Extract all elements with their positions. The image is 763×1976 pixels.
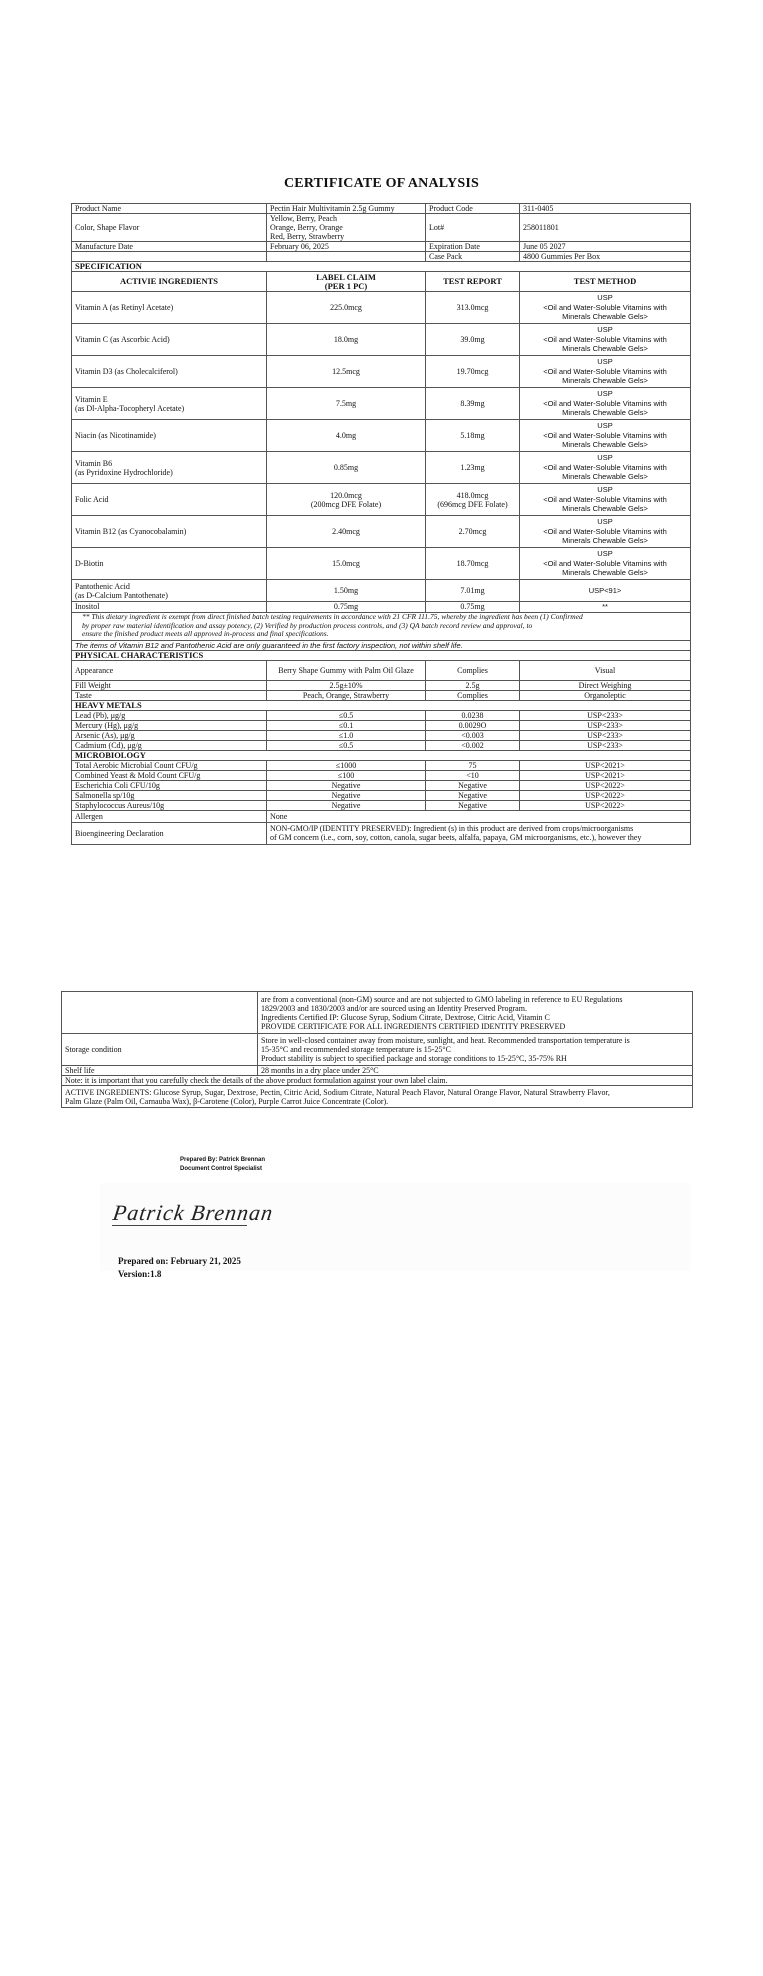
guarantee-note: The items of Vitamin B12 and Pantothenic Acid are only guaranteed in the first factory inspection, not within shelf life. bbox=[72, 640, 691, 650]
table-row bbox=[72, 602, 691, 613]
table-row: Total Aerobic Microbial Count CFU/g ≤1000 75 USP<2021> bbox=[72, 760, 691, 770]
label-claim: 120.0mcg (200mcg DFE Folate) bbox=[267, 484, 426, 516]
appearance-method: Visual bbox=[520, 660, 691, 680]
test-method: ** bbox=[520, 602, 691, 613]
table-row bbox=[72, 388, 691, 420]
prepared-by-block bbox=[180, 1156, 265, 1174]
prepared-on: Prepared on: February 21, 2025 bbox=[118, 1256, 241, 1266]
taste-result: Complies bbox=[426, 690, 520, 700]
table-row bbox=[72, 690, 691, 700]
table-row bbox=[72, 516, 691, 548]
test-report: 18.70mcg bbox=[426, 548, 520, 580]
active-ingredients: ACTIVE INGREDIENTS: Glucose Syrup, Sugar, Dextrose, Pectin, Citric Acid, Sodium Citrate, Natural Peach Flavor, Natural Orange Flavor, Natural Strawberry Flavor, Palm Glaze (Palm Oil, Carnauba Wax), β-Carotene (Color), Purple Carrot Juice Concentrate (Color). bbox=[62, 1086, 693, 1108]
prepared-by: Prepared By: Patrick Brennan bbox=[180, 1157, 266, 1163]
table-row: Mercury (Hg), μg/g ≤0.1 0.0029O USP<233> bbox=[72, 720, 691, 730]
test-method: USP <Oil and Water-Soluble Vitamins with Minerals Chewable Gels> bbox=[520, 324, 691, 356]
col-label-claim: LABEL CLAIM (PER 1 PC) bbox=[267, 272, 426, 292]
fill-method: Direct Weighing bbox=[520, 680, 691, 690]
test-method: USP<91> bbox=[520, 580, 691, 602]
test-report: 313.0mcg bbox=[426, 292, 520, 324]
test-method: USP <Oil and Water-Soluble Vitamins with Minerals Chewable Gels> bbox=[520, 356, 691, 388]
fill-result: 2.5g bbox=[426, 680, 520, 690]
test-report: 7.01mg bbox=[426, 580, 520, 602]
taste-label: Taste bbox=[72, 690, 267, 700]
prepared-role: Document Control Specialist bbox=[180, 1166, 263, 1172]
ingredient-name: Vitamin D3 (as Cholecalciferol) bbox=[72, 356, 267, 388]
allergen-value: None bbox=[267, 810, 691, 822]
table-row bbox=[72, 292, 691, 324]
table-row: Salmonella sp/10g Negative Negative USP<2022> bbox=[72, 790, 691, 800]
mfg-label: Manufacture Date bbox=[72, 242, 267, 252]
ingredient-name: Inositol bbox=[72, 602, 267, 613]
taste-spec: Peach, Orange, Strawberry bbox=[267, 690, 426, 700]
page-title: CERTIFICATE OF ANALYSIS bbox=[284, 176, 479, 191]
prepared-on-block bbox=[118, 1255, 241, 1281]
label-claim: 7.5mg bbox=[267, 388, 426, 420]
allergen-label: Allergen bbox=[72, 810, 267, 822]
appearance-result: Complies bbox=[426, 660, 520, 680]
table-row bbox=[72, 680, 691, 690]
mfg-value: February 06, 2025 bbox=[267, 242, 426, 252]
product-name: Pectin Hair Multivitamin 2.5g Gummy bbox=[267, 204, 426, 214]
test-report: 5.18mg bbox=[426, 420, 520, 452]
continuation-table bbox=[61, 991, 693, 1108]
product-name-label: Product Name bbox=[72, 204, 267, 214]
ingredient-name: Vitamin B6 (as Pyridoxine Hydrochloride) bbox=[72, 452, 267, 484]
table-row: Staphylococcus Aureus/10g Negative Negative USP<2022> bbox=[72, 800, 691, 810]
fill-label: Fill Weight bbox=[72, 680, 267, 690]
table-row: Combined Yeast & Mold Count CFU/g ≤100 <10 USP<2021> bbox=[72, 770, 691, 780]
col-ingredients: ACTIVIE INGREDIENTS bbox=[72, 272, 267, 292]
bio-label: Bioengineering Declaration bbox=[72, 822, 267, 844]
spec-heading: SPECIFICATION bbox=[72, 262, 691, 272]
label-claim: 225.0mcg bbox=[267, 292, 426, 324]
label-claim: 4.0mg bbox=[267, 420, 426, 452]
lot-value: 258011801 bbox=[520, 214, 691, 242]
shelf-value: 28 months in a dry place under 25°C bbox=[258, 1066, 693, 1076]
ingredient-name: Pantothenic Acid (as D-Calcium Pantothenate) bbox=[72, 580, 267, 602]
test-method: USP <Oil and Water-Soluble Vitamins with Minerals Chewable Gels> bbox=[520, 388, 691, 420]
test-report: 19.70mcg bbox=[426, 356, 520, 388]
label-claim: 1.50mg bbox=[267, 580, 426, 602]
table-row bbox=[72, 580, 691, 602]
bio-continued: are from a conventional (non-GM) source and are not subjected to GMO labeling in reference to EU Regulations 1829/2003 and 1830/2003 and/or are sourced using an Identity Preserved Program. Ingredients Certified IP: Glucose Syrup, Sodium Citrate, Dextrose, Citric Acid, Vitamin C PROVIDE CERTIFICATE FOR ALL INGREDIENTS CERTIFIED IDENTITY PRESERVED bbox=[258, 992, 693, 1034]
test-method: USP <Oil and Water-Soluble Vitamins with Minerals Chewable Gels> bbox=[520, 484, 691, 516]
col-test-report: TEST REPORT bbox=[426, 272, 520, 292]
appearance-label: Appearance bbox=[72, 660, 267, 680]
fill-spec: 2.5g±10% bbox=[267, 680, 426, 690]
table-row bbox=[72, 452, 691, 484]
ingredient-name: Folic Acid bbox=[72, 484, 267, 516]
case-value: 4800 Gummies Per Box bbox=[520, 252, 691, 262]
exp-label: Expiration Date bbox=[426, 242, 520, 252]
case-label: Case Pack bbox=[426, 252, 520, 262]
product-code: 311-0405 bbox=[520, 204, 691, 214]
ingredient-name: Niacin (as Nicotinamide) bbox=[72, 420, 267, 452]
test-method: USP <Oil and Water-Soluble Vitamins with Minerals Chewable Gels> bbox=[520, 292, 691, 324]
table-row bbox=[72, 324, 691, 356]
label-claim: 18.0mg bbox=[267, 324, 426, 356]
ingredient-name: Vitamin E (as Dl-Alpha-Tocopheryl Acetate) bbox=[72, 388, 267, 420]
appearance-spec: Berry Shape Gummy with Palm Oil Glaze bbox=[267, 660, 426, 680]
exp-value: June 05 2027 bbox=[520, 242, 691, 252]
ingredient-name: Vitamin B12 (as Cyanocobalamin) bbox=[72, 516, 267, 548]
shelf-label: Shelf life bbox=[62, 1066, 258, 1076]
metals-heading: HEAVY METALS bbox=[72, 700, 691, 710]
coa-table bbox=[71, 203, 691, 845]
label-claim: 0.75mg bbox=[267, 602, 426, 613]
micro-heading: MICROBIOLOGY bbox=[72, 750, 691, 760]
taste-method: Organoleptic bbox=[520, 690, 691, 700]
test-report: 418.0mcg (696mcg DFE Folate) bbox=[426, 484, 520, 516]
handwritten-signature: Patrick Brennan bbox=[111, 1200, 276, 1225]
label-claim: 2.40mcg bbox=[267, 516, 426, 548]
ingredient-name: Vitamin A (as Retinyl Acetate) bbox=[72, 292, 267, 324]
color-label: Color, Shape Flavor bbox=[72, 214, 267, 242]
label-claim: 12.5mcg bbox=[267, 356, 426, 388]
table-row: Cadmium (Cd), μg/g ≤0.5 <0.002 USP<233> bbox=[72, 740, 691, 750]
table-row bbox=[72, 484, 691, 516]
test-report: 8.39mg bbox=[426, 388, 520, 420]
label-note: Note: it is important that you carefully check the details of the above product formulation against your own label claim. bbox=[62, 1076, 693, 1086]
exemption-note: ** This dietary ingredient is exempt from direct finished batch testing requirements in accordance with 21 CFR 111.75, whereby the ingredient has been (1) Confirmed by proper raw material identification and assay potency, (2) Verified by production process controls, and (3) QA batch record review and approval, to ensure the finished product meets all approved in-process and final specifications. bbox=[72, 612, 691, 640]
test-method: USP <Oil and Water-Soluble Vitamins with Minerals Chewable Gels> bbox=[520, 516, 691, 548]
table-row: Escherichia Coli CFU/10g Negative Negative USP<2022> bbox=[72, 780, 691, 790]
product-code-label: Product Code bbox=[426, 204, 520, 214]
test-report: 39.0mg bbox=[426, 324, 520, 356]
ingredient-name: D-Biotin bbox=[72, 548, 267, 580]
table-row bbox=[72, 356, 691, 388]
version: Version:1.8 bbox=[118, 1269, 162, 1279]
storage-label: Storage condition bbox=[62, 1034, 258, 1066]
color-value: Yellow, Berry, Peach Orange, Berry, Orange Red, Berry, Strawberry bbox=[267, 214, 426, 242]
test-report: 2.70mcg bbox=[426, 516, 520, 548]
test-report: 1.23mg bbox=[426, 452, 520, 484]
col-test-method: TEST METHOD bbox=[520, 272, 691, 292]
table-row bbox=[72, 548, 691, 580]
bio-value: NON-GMO/IP (IDENTITY PRESERVED): Ingredient (s) in this product are derived from crops/microorganisms of GM concern (i.e., corn, soy, cotton, canola, sugar beets, alfalfa, papaya, GM microorganisms, etc.), however they bbox=[267, 822, 691, 844]
test-method: USP <Oil and Water-Soluble Vitamins with Minerals Chewable Gels> bbox=[520, 452, 691, 484]
table-row bbox=[72, 660, 691, 680]
storage-value: Store in well-closed container away from moisture, sunlight, and heat. Recommended transportation temperature is 15-35°C and recommended storage temperature is 15-25°C Product stability is subject to specified package and storage conditions to 15-25°C, 35-75% RH bbox=[258, 1034, 693, 1066]
table-row: Arsenic (As), μg/g ≤1.0 <0.003 USP<233> bbox=[72, 730, 691, 740]
label-claim: 0.85mg bbox=[267, 452, 426, 484]
lot-label: Lot# bbox=[426, 214, 520, 242]
test-report: 0.75mg bbox=[426, 602, 520, 613]
ingredient-name: Vitamin C (as Ascorbic Acid) bbox=[72, 324, 267, 356]
physical-heading: PHYSICAL CHARACTERISTICS bbox=[72, 650, 691, 660]
test-method: USP <Oil and Water-Soluble Vitamins with Minerals Chewable Gels> bbox=[520, 420, 691, 452]
table-row: Lead (Pb), μg/g ≤0.5 0.0238 USP<233> bbox=[72, 710, 691, 720]
signature-underline bbox=[112, 1225, 247, 1226]
label-claim: 15.0mcg bbox=[267, 548, 426, 580]
test-method: USP <Oil and Water-Soluble Vitamins with Minerals Chewable Gels> bbox=[520, 548, 691, 580]
table-row bbox=[72, 420, 691, 452]
